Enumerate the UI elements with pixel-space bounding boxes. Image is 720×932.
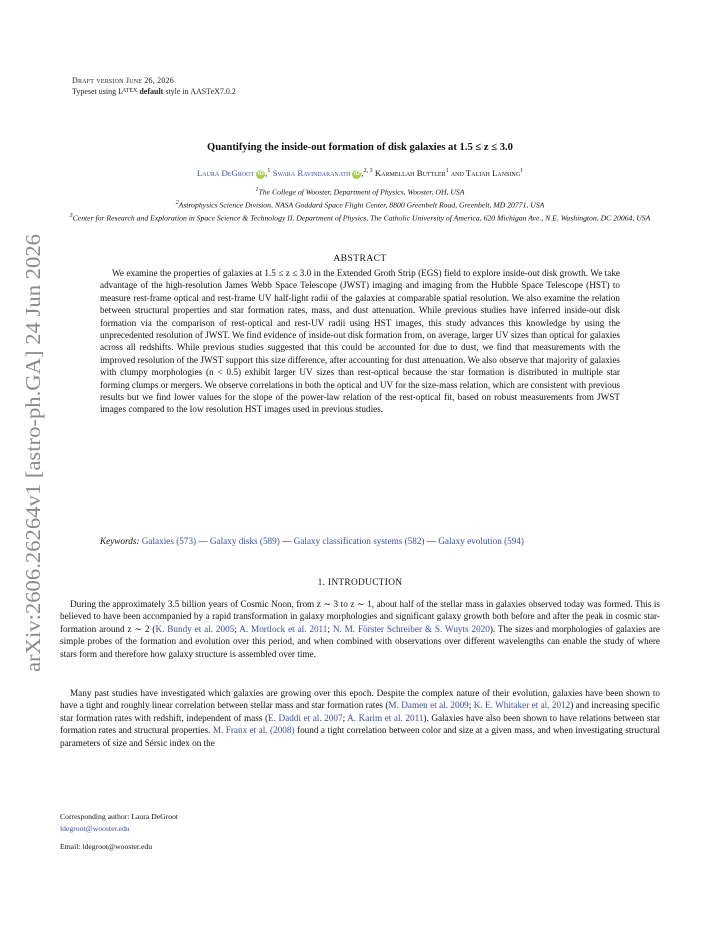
citation-link[interactable]: A. Mortlock et al. 2011 (239, 623, 328, 634)
email-line: Email: ldegroot@wooster.edu (60, 842, 153, 851)
abstract-heading: ABSTRACT (333, 253, 387, 264)
author-affil: 1 (520, 168, 524, 174)
keyword-link[interactable]: Galaxy disks (589) (209, 536, 280, 546)
author-conjunction: and (450, 167, 464, 178)
keyword-link[interactable]: Galaxies (573) (141, 536, 197, 546)
section-heading-introduction: 1. INTRODUCTION (317, 578, 403, 588)
author-list: Laura DeGroot iD ,$^1$ Swara Ravindaranath iD ,$^{2, 3}$ Karmellah Buttler$^1$ and Taliah Lansing$^1$ (196, 167, 524, 178)
citation-link[interactable]: M. Damen et al. 2009 (388, 700, 469, 711)
affiliation-list (52, 185, 668, 224)
arxiv-id-text: arXiv:2606.26264v1 [astro-ph.GA] 24 Jun 2026 (21, 266, 45, 672)
affiliation-item: $^2$Astrophysics Science Division, NASA Goddard Space Flight Center, 8800 Greenbelt Road, Greenbelt, MD 20771, USA (175, 200, 545, 210)
citation-link[interactable]: K. Bundy et al. 2005 (155, 623, 235, 634)
intro-paragraph-2: Many past studies have investigated which galaxies are growing over this epoch. Despite the complex nature of their evolution, galaxies have been shown to have a tight and roughly linear correlation between stellar mass and star formation rates (M. Damen et al. 2009; K. E. Whitaker et al. 2012) and increasing specific star formation rates with redshift, independent of mass (E. Daddi et al. 2007; A. Karim et al. 2011). Galaxies have also been shown to have relations between star formation rates and structural properties. M. Franx et al. (2008) found a tight correlation between color and size at a given mass, and when investigating structural parameters of size and Sérsic index on the (60, 688, 661, 748)
draft-version: Draft version June 26, 2026 (72, 76, 174, 85)
author-name[interactable]: Laura DeGroot (196, 167, 255, 178)
orcid-icon[interactable]: iD (353, 170, 360, 177)
author-affil: 1 (267, 168, 271, 174)
draft-header (72, 76, 236, 97)
keyword-link[interactable]: Galaxy evolution (594) (438, 536, 524, 546)
abstract-body: We examine the properties of galaxies at 1.5 ≤ z ≤ 3.0 in the Extended Groth Strip (EGS) field to explore inside-out disk growth. We take advantage of the high-resolution James Webb Space Telescope (JWST) imaging and imaging from the Hubble Space Telescope (HST) to measure rest-frame optical and rest-frame UV half-light radii of the galaxies at comparable spatial resolution. We also examine the relation between structural properties and star formation rates, mass, and dust attenuation. While previous studies have inferred inside-out disk formation via the comparison of rest-optical and rest-UV radii using HST images, this study advances this knowledge by using the unprecedented resolution of JWST. We find evidence of inside-out disk formation from, on average, larger UV sizes than optical for galaxies across all redshifts. While previous studies suggested that this could be accounted for due to dust, we find that measurements with the improved resolution of the JWST support this size difference, after accounting for dust attenuation. We also observe that majority of galaxies with clumpy morphologies (n < 0.5) exhibit larger UV sizes than rest-optical because the star formation is distributed in multiple star forming clumps or mergers. We observe correlations in both the optical and UV for the size-mass relation, which are consistent with previous results but we find lower values for the slope of the power-law relation of the rest-optical fit, based on robust measurements from JWST images compared to the low resolution HST images used in previous studies. (100, 268, 621, 415)
arxiv-side-stamp (12, 232, 52, 672)
affiliation-item: $^1$The College of Wooster, Department of Physics, Wooster, OH, USA (255, 187, 465, 197)
citation-link[interactable]: N. M. Förster Schreiber & S. Wuyts 2020 (332, 623, 490, 634)
keyword-link[interactable]: Galaxy classification systems (582) (293, 536, 425, 546)
author-affil: 2, 3 (363, 168, 373, 174)
email-link[interactable]: ldegroot@wooster.edu (60, 824, 130, 833)
author-name[interactable]: Swara Ravindaranath (272, 167, 351, 178)
author-name: Karmellah Buttler (374, 167, 446, 178)
footnotes (60, 811, 178, 853)
arxiv-stamp-svg (12, 232, 52, 672)
orcid-icon[interactable]: iD (257, 170, 264, 177)
affiliation-item: $^3$Center for Research and Exploration in Space Science & Technology II, Department of Physics, The Catholic University of America, 620 Michigan Ave., N.E. Washington, DC 20064, USA (69, 213, 651, 223)
citation-link[interactable]: A. Karim et al. 2011 (347, 712, 424, 723)
typeset-line: Typeset using $L^{ATEX}$ default style in AASTeX7.0.2 (72, 87, 236, 96)
keywords: Keywords: Galaxies (573) — Galaxy disks (589) — Galaxy classification systems (582) — Galaxy evolution (594) (100, 536, 524, 546)
citation-link[interactable]: E. Daddi et al. 2007 (268, 712, 343, 723)
keywords-label: Keywords: (100, 536, 140, 546)
paper-title: Quantifying the inside-out formation of disk galaxies at 1.5 ≤ z ≤ 3.0 (207, 142, 513, 153)
intro-paragraph-1: During the approximately 3.5 billion years of Cosmic Noon, from z ∼ 3 to z ∼ 1, about half of the stellar mass in galaxies observed today was formed. This is believed to have been accompanied by a rapid transformation in galaxy morphologies and significant galaxy growth both before and after the peak in cosmic star-formation around z ∼ 2 (K. Bundy et al. 2005; A. Mortlock et al. 2011; N. M. Förster Schreiber & S. Wuyts 2020). The sizes and morphologies of galaxies are simple probes of the formation and evolution over this period, and when combined with observations over different wavelengths can enable the study of where stars form and therefore how galaxy structure is assembled over time. (60, 599, 661, 659)
author-name: Taliah Lansing (465, 167, 521, 178)
citation-link[interactable]: K. E. Whitaker et al. 2012 (473, 700, 571, 711)
citation-link[interactable]: M. Franx et al. (2008) (212, 725, 295, 736)
corresponding-author: Corresponding author: Laura DeGroot (60, 812, 179, 821)
author-affil: 1 (445, 168, 449, 174)
